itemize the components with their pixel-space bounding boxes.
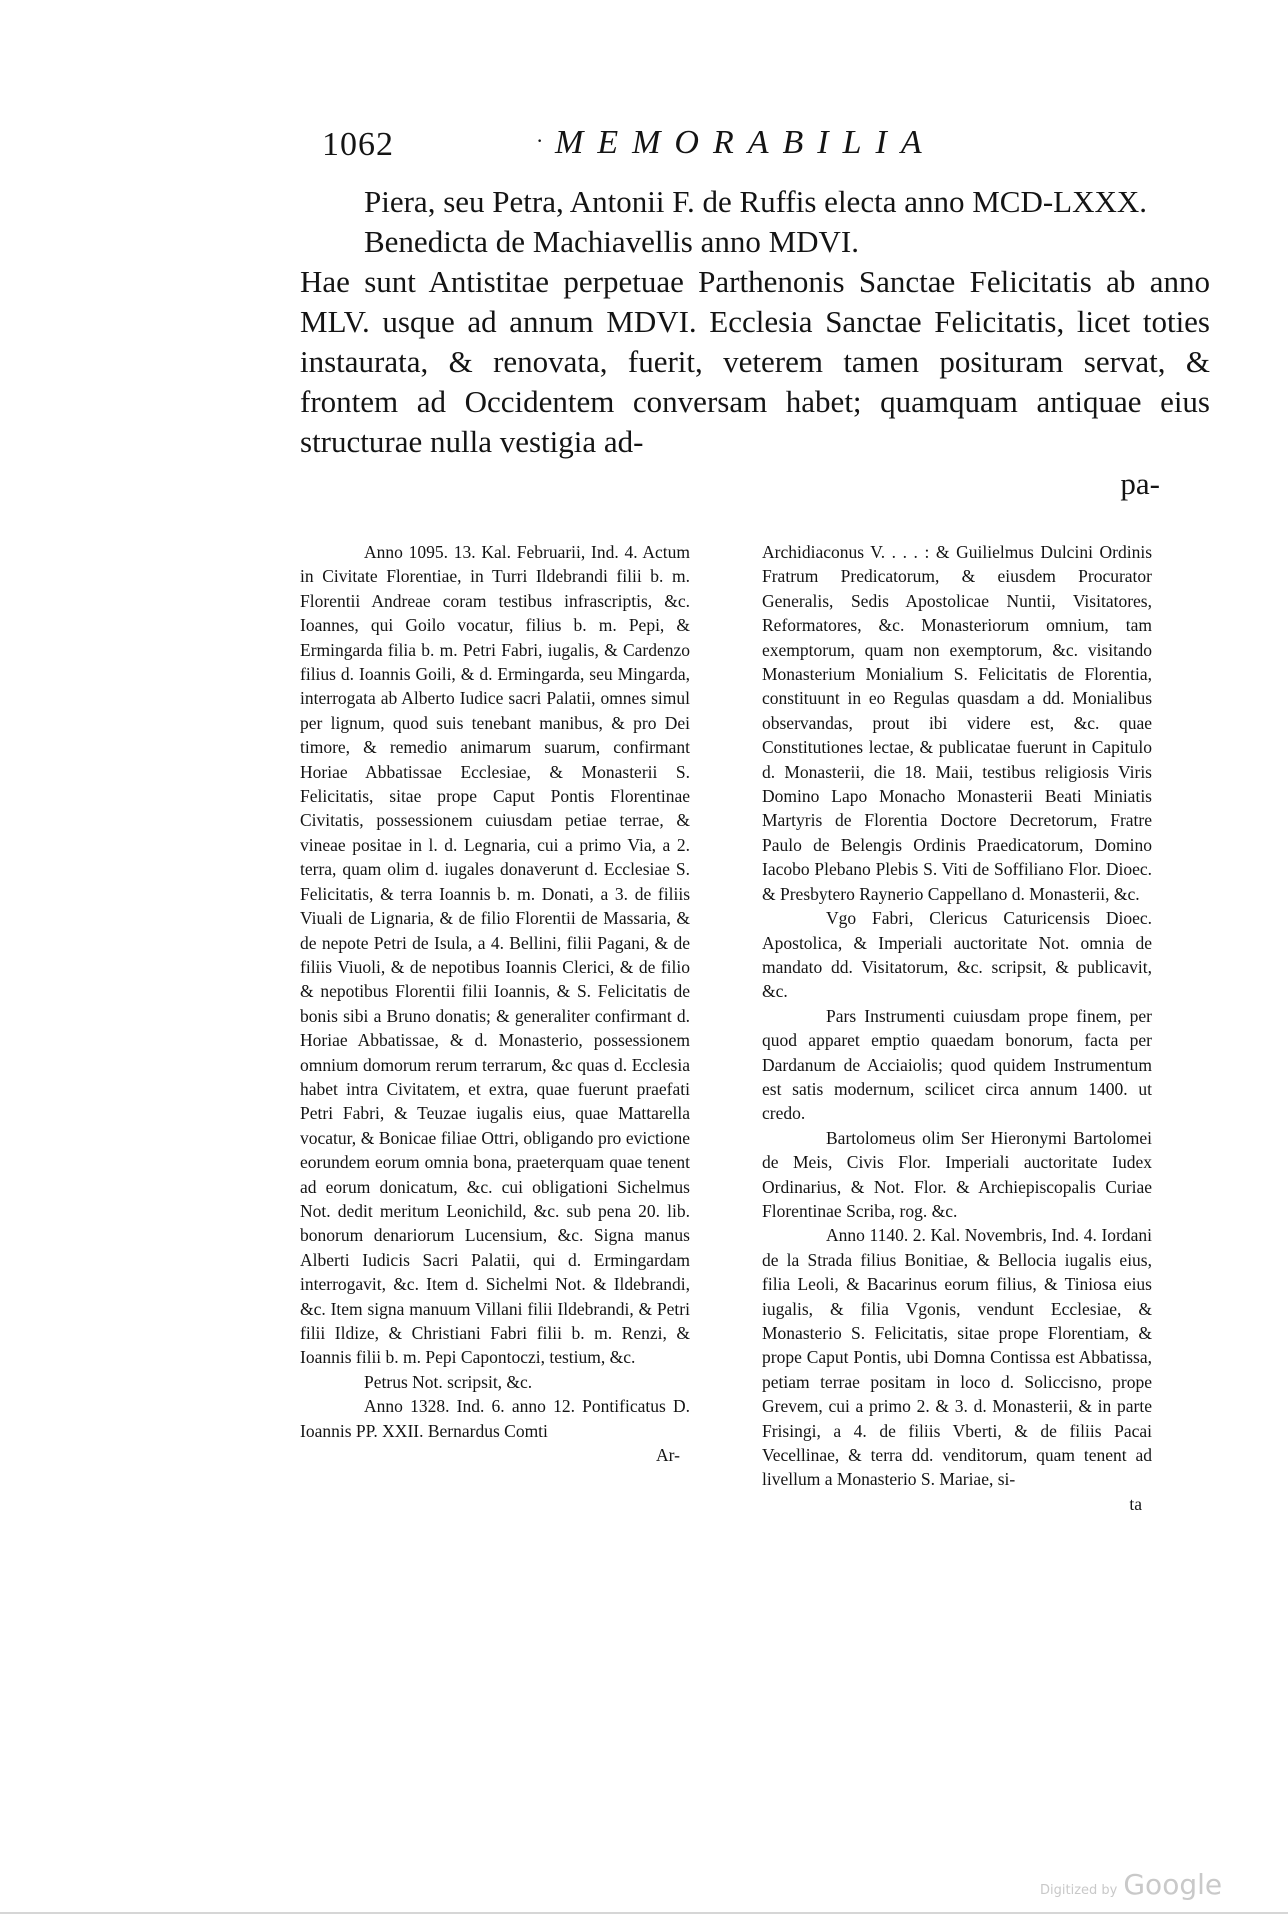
- main-paragraph-piera: Piera, seu Petra, Antonii F. de Ruffis electa anno MCD-LXXX.: [364, 184, 1148, 219]
- footnote-paragraph: Archidiaconus V. . . . : & Guilielmus Dulcini Ordinis Fratrum Predicatorum, & eiusdem Procurator Generalis, Sedis Apostolicae Nuntii, Visitatores, Reformatores, &c. Monasteriorum omnium, tam exemptorum, quam non exemptorum, &c. visitando Monasterium Monialium S. Felicitatis de Florentia, constituunt in eo Regulas quasdam a dd. Monialibus observandas, prout ibi videre est, &c. quae Constitutiones lectae, & publicatae fuerunt in Capitulo d. Monasterii, die 18. Maii, testibus religiosis Viris Domino Lapo Monacho Monasterii Beati Miniatis Martyris de Florentia Doctore Decretorum, Fratre Paulo de Belengis Ordinis Praedicatorum, Domino Iacobo Plebano Plebis S. Viti de Soffiliano Flor. Dioec. & Presbytero Raynerio Cappellano d. Monasterii, &c.: [762, 542, 1152, 904]
- page-number: 1062: [322, 126, 394, 163]
- footnote-column-right: [762, 540, 1152, 1516]
- main-catchword: pa-: [1120, 466, 1160, 501]
- main-paragraph-antistitae: Hae sunt Antistitae perpetuae Parthenonis Sanctae Felicitatis ab anno MLV. usque ad annum MDVI. Ecclesia Sanctae Felicitatis, licet toties instaurata, & renovata, fuerit, veterem tamen posituram servat, & frontem ad Occidentem conversam habet; quamquam antiquae eius structurae nulla vestigia ad-: [300, 264, 1210, 459]
- footnote-paragraph: Petrus Not. scripsit, &c.: [364, 1371, 533, 1392]
- footnote-paragraph: Anno 1328. Ind. 6. anno 12. Pontificatus D. Ioannis PP. XXII. Bernardus Comti: [300, 1396, 690, 1441]
- running-title: MEMORABILIA: [555, 124, 936, 161]
- footnote-column-left: [300, 540, 690, 1467]
- header-ornament-dot: ·: [536, 128, 544, 153]
- digitization-watermark: [1040, 1868, 1222, 1901]
- footnote-paragraph: Pars Instrumenti cuiusdam prope finem, per quod apparet emptio quaedam bonorum, facta per Dardanum de Acciaiolis; quod quidem Instrumentum est satis modernum, scilicet circa annum 1400. ut credo.: [762, 1005, 1152, 1124]
- scan-bottom-edge: [0, 1912, 1288, 1914]
- main-text-block: [300, 182, 1210, 504]
- footnote-paragraph: Vgo Fabri, Clericus Caturicensis Dioec. Apostolica, & Imperiali auctoritate Not. omnia de mandato dd. Visitatorum, &c. scripsit, & publicavit, &c.: [762, 908, 1152, 1002]
- watermark-prefix: Digitized by: [1040, 1883, 1118, 1898]
- watermark-brand: Google: [1123, 1868, 1223, 1901]
- right-column-catchword: ta: [1129, 1493, 1142, 1514]
- left-column-catchword: Ar-: [656, 1445, 680, 1466]
- footnote-paragraph: Bartolomeus olim Ser Hieronymi Bartolomei de Meis, Civis Flor. Imperiali auctoritate Iudex Ordinarius, & Not. Flor. & Archiepiscopalis Curiae Florentinae Scriba, rog. &c.: [762, 1127, 1152, 1221]
- footnote-paragraph: Anno 1095. 13. Kal. Februarii, Ind. 4. Actum in Civitate Florentiae, in Turri Ildebrandi filii b. m. Florentii Andreae coram testibus infrascriptis, &c. Ioannes, qui Goilo vocatur, filius b. m. Pepi, & Ermingarda filia b. m. Petri Fabri, iugalis, & Cardenzo filius d. Ioannis Goili, & d. Ermingarda, seu Mingarda, interrogata ab Alberto Iudice sacri Palatii, omnes simul per lignum, quod suis tenebant manibus, & pro Dei timore, & remedio animarum suarum, confirmant Horiae Abbatissae Ecclesiae, & Monasterii S. Felicitatis, sitae prope Caput Pontis Florentinae Civitatis, possessionem cuiusdam petiae terrae, & vineae positae in l. d. Legnaria, cui a primo Via, a 2. terra, quam olim d. iugales donaverunt d. Ecclesiae S. Felicitatis, & terra Ioannis b. m. Donati, a 3. de filiis Viuali de Lignaria, & de filio Florentii de Massaria, & de nepote Petri de Isula, a 4. Bellini, filii Pagani, & de filiis Viuoli, & de nepotibus Ioannis Clerici, & de filio & nepotibus Florentii filii Ioannis, & S. Felicitatis de bonis sibi a Bruno donatis; & generaliter confirmant d. Horiae Abbatissae, & d. Monasterio, possessionem omnium domorum rerum terrarum, &c quas d. Ecclesia habet intra Civitatem, et extra, quae fuerunt praefati Petri Fabri, & Teuzae iugalis eius, quae Mattarella vocatur, & Bonicae filiae Ottri, obligando pro evictione eorundem eorum omnia bona, praeterquam quae tenent ad eorum donicatum, &c. cui obligationi Sichelmus Not. dedit meritum Leonichild, &c. sub pena 20. lib. bonorum denariorum Lucensium, &c. Signa manus Alberti Iudicis Sacri Palatii, qui d. Ermingardam interrogavit, &c. Item d. Sichelmi Not. & Ildebrandi, &c. Item signa manuum Villani filii Ildebrandi, & Petri filii Ildize, & Christiani Fabri filii b. m. Renzi, & Ioannis filii b. m. Pepi Capontoczi, testium, &c.: [300, 542, 690, 1368]
- footnote-paragraph: Anno 1140. 2. Kal. Novembris, Ind. 4. Iordani de la Strada filius Bonitiae, & Bellocia iugalis eius, filia Leoli, & Bacarinus eorum filius, & Tiniosa eius iugalis, & filia Vgonis, vendunt Ecclesiae, & Monasterio S. Felicitatis, sitae prope Florentiam, & prope Caput Pontis, ubi Domna Contissa est Abbatissa, petiam terrae positam in loco d. Soliccisno, prope Grevem, cui a primo 2. & 3. d. Monasterii, & in parte Frisingi, a 4. de filiis Vberti, & de filiis Pacai Vecellinae, & terra dd. venditorum, quam tenent ad livellum a Monasterio S. Mariae, si-: [762, 1225, 1152, 1490]
- main-paragraph-benedicta: Benedicta de Machiavellis anno MDVI.: [364, 224, 859, 259]
